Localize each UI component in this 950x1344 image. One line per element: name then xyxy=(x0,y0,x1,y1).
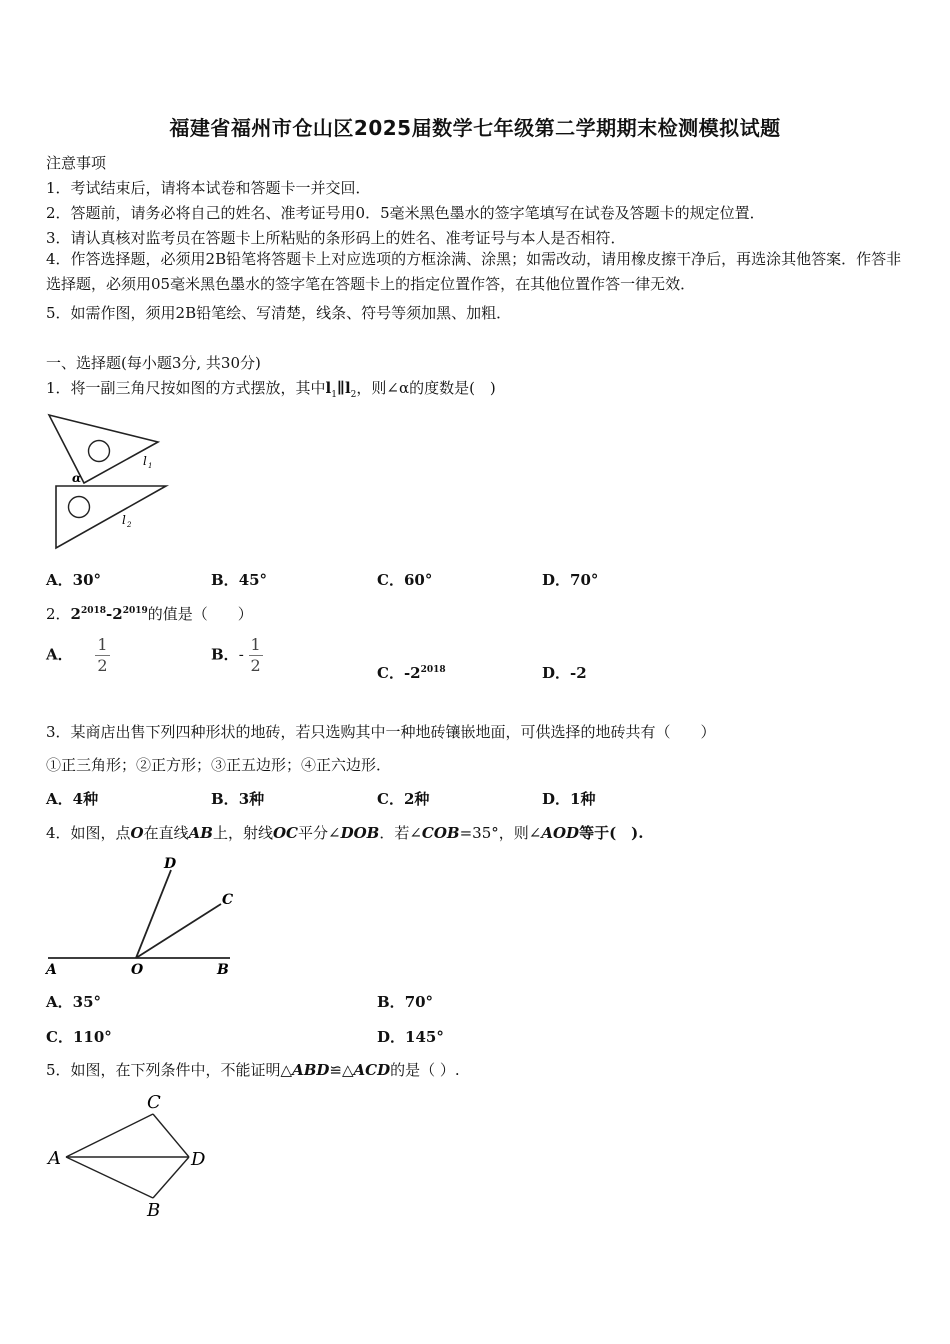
question-1-text: 1．将一副三角尺按如图的方式摆放，其中$l_1\parallel l_2$，则∠α的度数是( ) xyxy=(46,379,496,400)
q1-option-a: A．30° xyxy=(46,571,102,589)
label-c: C xyxy=(222,892,234,908)
q2-option-d: D．-2 xyxy=(542,664,587,682)
ray-oc xyxy=(136,904,221,958)
q1-option-c: C．60° xyxy=(377,571,433,589)
question-1-figure xyxy=(46,410,176,555)
notice-heading: 注意事项 xyxy=(46,154,107,172)
q4-option-c: C．110° xyxy=(46,1028,112,1046)
label-b: B xyxy=(147,1200,161,1221)
notice-item-2: 2．答题前，请务必将自己的姓名、准考证号用0．5毫米黑色墨水的签字笔填写在试卷及答题卡的规定位置． xyxy=(46,204,765,222)
label-b: B xyxy=(217,962,229,978)
fraction-one-half-neg: $\frac{1}{2}$ xyxy=(250,635,261,675)
notice-item-5: 5．如需作图，须用2B铅笔绘、写清楚，线条、符号等须加黑、加粗． xyxy=(46,304,512,322)
segment-cd xyxy=(153,1114,189,1157)
segment-ac xyxy=(66,1114,153,1157)
q2-option-a: A． $\frac{1}{2}$ xyxy=(46,635,108,675)
question-3-text: 3．某商店出售下列四种形状的地砖，若只选购其中一种地砖镶嵌地面，可供选择的地砖共有（ ） xyxy=(46,723,716,741)
q3-option-c: C．2种 xyxy=(377,790,430,808)
segment-ab xyxy=(66,1157,153,1198)
lower-triangle xyxy=(56,486,166,548)
ray-od xyxy=(136,870,171,958)
notice-item-3: 3．请认真核对监考员在答题卡上所粘贴的条形码上的姓名、准考证号与本人是否相符． xyxy=(46,229,626,247)
l2-label: l xyxy=(122,513,126,527)
q1-option-d: D．70° xyxy=(542,571,599,589)
label-a: A xyxy=(46,962,57,978)
q3-option-d: D．1种 xyxy=(542,790,596,808)
label-d: D xyxy=(164,856,177,872)
q3-option-b: B．3种 xyxy=(211,790,265,808)
q4-option-a: A．35° xyxy=(46,993,102,1011)
alpha-label: α xyxy=(72,471,82,485)
lower-triangle-hole xyxy=(69,497,90,518)
notice-item-4: 4．作答选择题，必须用2B铅笔将答题卡上对应选项的方框涂满、涂黑；如需改动，请用橡皮擦干净后，再选涂其他答案．作答非选择题，必须用05毫米黑色墨水的签字笔在答题卡上的指定位置作答，在其他位置作答一律无效． xyxy=(46,250,902,293)
q4-option-d: D．145° xyxy=(377,1028,444,1046)
upper-triangle-hole xyxy=(89,441,110,462)
q4-option-b: B．70° xyxy=(377,993,434,1011)
label-a: A xyxy=(48,1148,61,1169)
upper-triangle xyxy=(49,415,158,483)
q2-option-c: C．$-2^{2018}$ xyxy=(377,664,446,682)
l1-sub-label: 1 xyxy=(148,462,153,470)
l2-sub-label: 2 xyxy=(127,521,132,529)
label-o: O xyxy=(131,962,144,978)
q1-option-b: B．45° xyxy=(211,571,268,589)
notice-item-1: 1．考试结束后，请将本试卷和答题卡一并交回． xyxy=(46,179,371,197)
exam-title: 福建省福州市仓山区2025届数学七年级第二学期期末检测模拟试题 xyxy=(169,116,781,140)
question-4-text: 4．如图，点O在直线AB上，射线OC平分∠DOB．若∠COB=35°，则∠AOD等于( ). xyxy=(46,824,644,842)
section-heading: 一、选择题(每小题3分, 共30分) xyxy=(46,354,261,372)
fraction-one-half: $\frac{1}{2}$ xyxy=(97,635,108,675)
segment-bd xyxy=(153,1157,189,1198)
q3-option-a: A．4种 xyxy=(46,790,99,808)
l1-label: l xyxy=(143,454,147,468)
question-4-figure xyxy=(46,852,246,980)
q2-option-b: B．- $\frac{1}{2}$ xyxy=(211,635,261,675)
question-5-figure xyxy=(46,1090,221,1220)
question-2-text: 2．$2^{2018}-2^{2019}$的值是（ ） xyxy=(46,605,253,623)
label-c: C xyxy=(147,1092,161,1113)
label-d: D xyxy=(191,1149,206,1170)
question-3-subtext: ①正三角形；②正方形；③正五边形；④正六边形． xyxy=(46,756,392,774)
question-5-text: 5．如图，在下列条件中，不能证明△ABD≌△ACD的是（ ）. xyxy=(46,1061,460,1079)
